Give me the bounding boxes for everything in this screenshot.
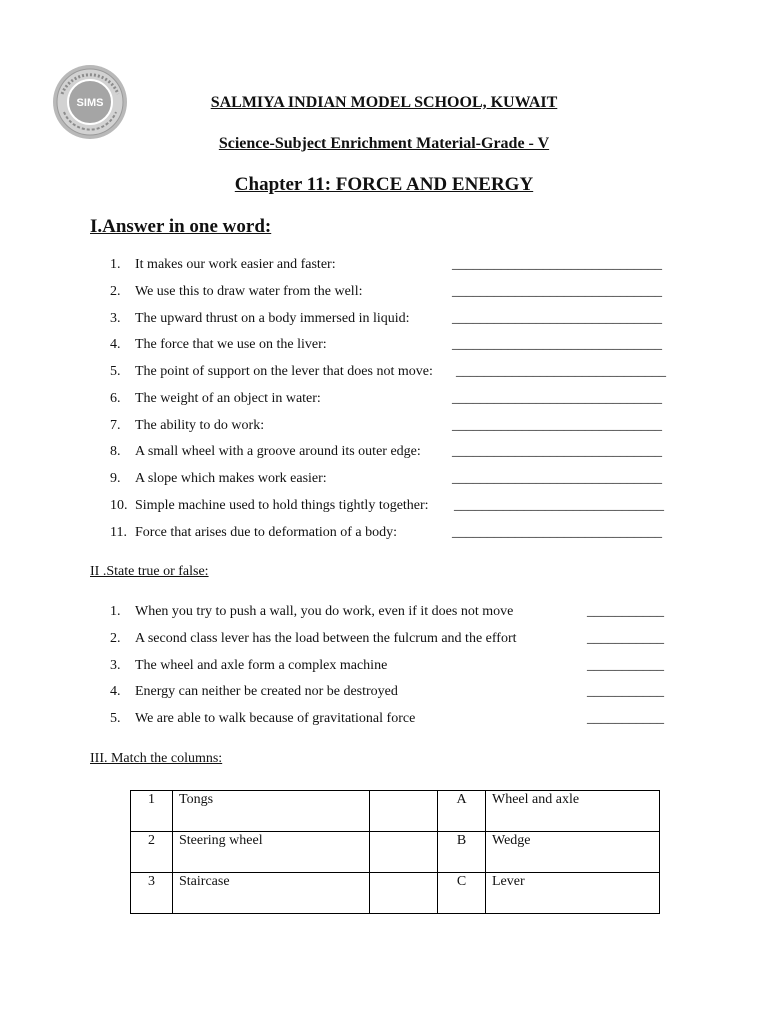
- tf-question-row: [110, 604, 513, 620]
- question-text: A second class lever has the load between the fulcrum and the effort: [135, 631, 517, 646]
- question-text: The ability to do work:: [135, 418, 265, 433]
- question-number: 9.: [110, 471, 121, 486]
- question-number: 5.: [110, 364, 121, 379]
- question-text: Energy can neither be created nor be destroyed: [135, 684, 398, 699]
- question-text: We use this to draw water from the well:: [135, 284, 363, 299]
- question-text: A slope which makes work easier:: [135, 471, 327, 486]
- match-row: [131, 791, 660, 832]
- question-number: 5.: [110, 711, 121, 726]
- question-number: 6.: [110, 391, 121, 406]
- match-number-cell: 2: [131, 832, 173, 873]
- match-number-cell: 1: [131, 791, 173, 832]
- answer-blank[interactable]: ______________________________: [452, 444, 662, 459]
- question-number: 1.: [110, 257, 121, 272]
- question-text: Simple machine used to hold things tightly together:: [135, 498, 429, 513]
- question-number: 3.: [110, 311, 121, 326]
- question-row: [110, 284, 362, 300]
- question-row: [110, 311, 410, 327]
- question-row: [110, 525, 397, 541]
- match-letter-cell: B: [438, 832, 486, 873]
- answer-blank[interactable]: ___________: [587, 684, 664, 699]
- match-column-b-cell: Wheel and axle: [486, 791, 660, 832]
- question-row: [110, 418, 264, 434]
- question-text: The point of support on the lever that does not move:: [135, 364, 433, 379]
- question-row: [110, 337, 327, 353]
- answer-blank[interactable]: ______________________________: [452, 391, 662, 406]
- question-number: 8.: [110, 444, 121, 459]
- question-number: 3.: [110, 658, 121, 673]
- match-number-cell: 3: [131, 873, 173, 914]
- question-text: The weight of an object in water:: [135, 391, 321, 406]
- answer-blank[interactable]: ______________________________: [452, 284, 662, 299]
- match-letter-cell: C: [438, 873, 486, 914]
- question-number: 1.: [110, 604, 121, 619]
- question-row: [110, 391, 321, 407]
- question-text: It makes our work easier and faster:: [135, 257, 336, 272]
- question-number: 10.: [110, 498, 128, 513]
- question-number: 4.: [110, 337, 121, 352]
- question-text: A small wheel with a groove around its outer edge:: [135, 444, 421, 459]
- match-answer-cell[interactable]: [370, 873, 438, 914]
- match-row: [131, 832, 660, 873]
- match-table: [130, 790, 660, 914]
- section3-title: III. Match the columns:: [90, 751, 223, 766]
- answer-blank[interactable]: ______________________________: [452, 418, 662, 433]
- tf-question-row: [110, 631, 517, 647]
- question-row: [110, 498, 429, 514]
- answer-blank[interactable]: ______________________________: [456, 364, 666, 379]
- match-column-b-cell: Lever: [486, 873, 660, 914]
- match-column-a-cell: Steering wheel: [173, 832, 370, 873]
- match-column-a-cell: Staircase: [173, 873, 370, 914]
- answer-blank[interactable]: ___________: [587, 604, 664, 619]
- tf-question-row: [110, 684, 398, 700]
- question-text: The wheel and axle form a complex machine: [135, 658, 388, 673]
- chapter-title: Chapter 11: FORCE AND ENERGY: [234, 174, 534, 195]
- match-column-b-cell: Wedge: [486, 832, 660, 873]
- match-row: [131, 873, 660, 914]
- question-text: The upward thrust on a body immersed in liquid:: [135, 311, 410, 326]
- question-text: When you try to push a wall, you do work, even if it does not move: [135, 604, 514, 619]
- section2-title: II .State true or false:: [90, 564, 209, 579]
- question-number: 2.: [110, 284, 121, 299]
- school-name: SALMIYA INDIAN MODEL SCHOOL, KUWAIT: [210, 94, 558, 111]
- answer-blank[interactable]: ___________: [587, 711, 664, 726]
- match-column-a-cell: Tongs: [173, 791, 370, 832]
- tf-question-row: [110, 711, 415, 727]
- answer-blank[interactable]: ___________: [587, 631, 664, 646]
- match-letter-cell: A: [438, 791, 486, 832]
- answer-blank[interactable]: ______________________________: [452, 525, 662, 540]
- logo-text: SIMS: [76, 97, 104, 109]
- answer-blank[interactable]: ______________________________: [452, 257, 662, 272]
- question-number: 11.: [110, 525, 127, 540]
- question-row: [110, 444, 421, 460]
- question-number: 4.: [110, 684, 121, 699]
- answer-blank[interactable]: ______________________________: [452, 471, 662, 486]
- answer-blank[interactable]: ___________: [587, 658, 664, 673]
- answer-blank[interactable]: ______________________________: [454, 498, 664, 513]
- question-row: [110, 257, 336, 273]
- answer-blank[interactable]: ______________________________: [452, 337, 662, 352]
- question-row: [110, 471, 327, 487]
- question-text: Force that arises due to deformation of a body:: [135, 525, 398, 540]
- tf-question-row: [110, 658, 387, 674]
- section1-title: I.Answer in one word:: [90, 216, 272, 237]
- subject-title: Science-Subject Enrichment Material-Grade - V: [218, 135, 550, 152]
- answer-blank[interactable]: ______________________________: [452, 311, 662, 326]
- question-text: We are able to walk because of gravitational force: [135, 711, 416, 726]
- match-answer-cell[interactable]: [370, 791, 438, 832]
- question-number: 7.: [110, 418, 121, 433]
- question-row: [110, 364, 433, 380]
- match-answer-cell[interactable]: [370, 832, 438, 873]
- question-number: 2.: [110, 631, 121, 646]
- question-text: The force that we use on the liver:: [135, 337, 327, 352]
